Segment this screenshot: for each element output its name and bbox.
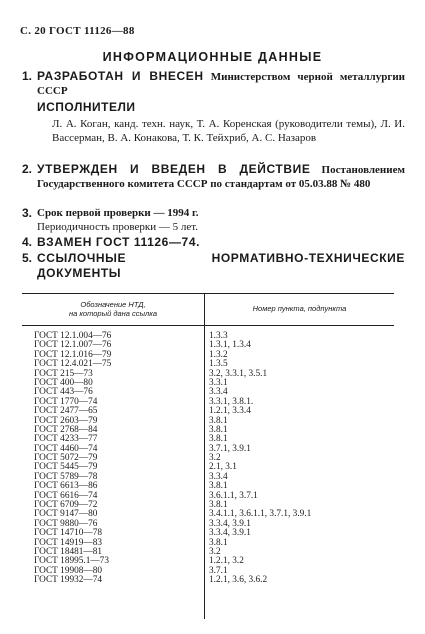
table-row [22,576,394,585]
ntd-designation: ГОСТ 6613—86 [34,481,98,492]
ntd-designation: ГОСТ 400—80 [34,377,93,388]
page-header: С. 20 ГОСТ 11126—88 [20,25,135,37]
clause-number: 3.3.4 [209,387,228,398]
ntd-designation: ГОСТ 14919—83 [34,537,103,548]
clause-number: 3.8.1 [209,537,228,548]
section-1-heading: РАЗРАБОТАН И ВНЕСЕН [37,69,204,83]
section-1-text: Министерством черной металлургии СССР [37,71,406,97]
ntd-designation: ГОСТ 18481—81 [34,546,103,557]
ntd-designation: ГОСТ 443—76 [34,387,93,398]
section-3-line-1: Срок первой проверки — 1994 г. [37,207,199,219]
clause-number: 3.8.1 [209,481,228,492]
ntd-designation: ГОСТ 2768—84 [34,424,98,435]
clause-number: 2.1, 3.1 [209,462,237,473]
clause-number: 1.3.3 [209,331,228,341]
table-header-designation [22,294,204,333]
clause-number: 1.2.1, 3.6, 3.6.2 [209,575,268,586]
executors-text: Л. А. Коган, канд. техн. наук, Т. А. Коренская (руководители темы), Л. И. Вассерман, В. А. Конакова, Т. К. Тейхриб, А. С. Назаров [52,118,405,144]
ntd-designation: ГОСТ 19932—74 [34,575,103,586]
ntd-designation: ГОСТ 14710—78 [34,528,103,539]
ntd-designation: ГОСТ 6709—72 [34,500,98,511]
ntd-designation: ГОСТ 12.4.021—75 [34,359,112,370]
ntd-designation: ГОСТ 4460—74 [34,443,98,454]
section-2-heading: УТВЕРЖДЕН И ВВЕДЕН В ДЕЙСТВИЕ [37,162,311,176]
ntd-designation: ГОСТ 9880—76 [34,518,98,529]
ntd-designation: ГОСТ 5789—78 [34,471,98,482]
clause-number: 3.2 [209,546,221,557]
clause-number: 3.6.1.1, 3.7.1 [209,490,258,501]
ntd-designation: ГОСТ 9147—80 [34,509,98,520]
clause-number: 3.2, 3.3.1, 3.5.1 [209,368,268,379]
ntd-designation: ГОСТ 2477—65 [34,406,98,417]
table-header-designation-line-2: на который дана ссылка [68,309,158,318]
section-3-line-2: Периодичность проверки — 5 лет. [37,220,199,233]
ntd-designation: ГОСТ 12.1.004—76 [34,331,112,341]
clause-number: 3.3.1 [209,377,228,388]
clause-number: 3.8.1 [209,500,228,511]
section-1-number: 1. [22,69,33,83]
section-1 [22,70,405,98]
section-4 [22,236,405,251]
section-4-heading: ВЗАМЕН ГОСТ 11126—74. [37,235,201,249]
section-2-text: Постановлением Государственного комитета СССР по стандартам от 05.03.88 № 480 [37,164,405,190]
section-5-heading: ССЫЛОЧНЫЕ НОРМАТИВНО-ТЕХНИЧЕСКИЕ ДОКУМЕНТЫ [37,251,405,280]
clause-number: 3.7.1, 3.9.1 [209,443,251,454]
ntd-designation: ГОСТ 1770—74 [34,396,98,407]
ntd-designation: ГОСТ 12.1.007—76 [34,340,112,351]
clause-number: 1.3.1, 1.3.4 [209,340,251,351]
ntd-designation: ГОСТ 12.1.016—79 [34,349,112,360]
ntd-designation: ГОСТ 5072—79 [34,453,98,464]
clause-number: 1.2.1, 3.3.4 [209,406,251,417]
ntd-designation: ГОСТ 18995.1—73 [34,556,109,567]
ntd-designation: ГОСТ 5445—79 [34,462,98,473]
clause-number: 3.8.1 [209,415,228,426]
section-3 [22,207,405,234]
clause-number: 3.8.1 [209,424,228,435]
ntd-designation: ГОСТ 19908—80 [34,565,103,576]
section-2-number: 2. [22,162,33,176]
clause-number: 3.3.1, 3.8.1. [209,396,254,407]
ntd-designation: ГОСТ 4233—77 [34,434,98,445]
clause-number: 3.4.1.1, 3.6.1.1, 3.7.1, 3.9.1 [209,509,312,520]
document-title: ИНФОРМАЦИОННЫЕ ДАННЫЕ [102,50,323,64]
ntd-designation: ГОСТ 215—73 [34,368,93,379]
table-header-designation-line-1: Обозначение НТД, [80,300,146,309]
clause-number: 3.2 [209,453,221,464]
section-2 [22,163,405,191]
section-5-number: 5. [22,251,33,265]
clause-number: 3.8.1 [209,434,228,445]
reference-table [22,293,394,586]
ntd-designation: ГОСТ 2603—79 [34,415,98,426]
section-5 [22,252,405,281]
section-3-number: 3. [22,206,33,220]
executors-heading: ИСПОЛНИТЕЛИ [37,100,136,114]
clause-number: 3.7.1 [209,565,228,576]
section-4-number: 4. [22,235,33,249]
clause-number: 1.3.5 [209,359,228,370]
clause-number: 3.3.4 [209,471,228,482]
ntd-designation: ГОСТ 6616—74 [34,490,98,501]
table-header-divider [22,325,394,326]
table-body [22,332,394,586]
clause-number: 3.3.4, 3.9.1 [209,518,251,529]
clause-number: 1.3.2 [209,349,228,360]
clause-number: 3.3.4, 3.9.1 [209,528,251,539]
clause-number: 1.2.1, 3.2 [209,556,244,567]
table-header-clause: Номер пункта, подпункта [252,304,347,313]
